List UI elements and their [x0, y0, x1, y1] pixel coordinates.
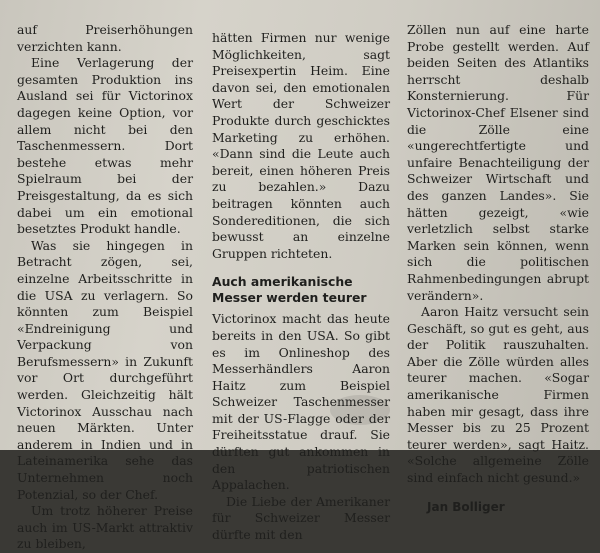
- paragraph: Aaron Haitz versucht sein Geschäft, so gut es geht, aus der Politik rauszuhalten. Aber die Zölle würden alles teurer machen. «Sogar amerikanische Firmen haben mir gesagt, dass ihre Messer bis zu 25 Prozent teurer werden», sagt Haitz. «Solche allgemeine Zölle sind einfach nicht gesund.»: [407, 304, 589, 486]
- paragraph: Was sie hingegen in Betracht zögen, sei, einzelne Arbeitsschritte in die USA zu verlagern. So könnten zum Beispiel «Endreinigung und Verpackung von Berufsmessern» in Zukunft vor Ort durchgeführt werden. Gleichzeitig hält Victorinox Ausschau nach neuen Märkten. Unter anderem in Indien und in Lateinamerika sehe das Unternehmen noch Potenzial, so der Chef.: [17, 237, 193, 502]
- article-column-2: [212, 30, 390, 544]
- paragraph: Die Liebe der Amerikaner für Schweizer Messer dürfte mit den: [212, 493, 390, 543]
- paragraph: Zöllen nun auf eine harte Probe gestellt werden. Auf beiden Seiten des Atlantiks herrscht deshalb Konsternierung. Für Victorinox-Chef Elsener sind die Zölle eine «ungerechtfertigte und unfaire Benachteiligung der Schweizer Wirtschaft und des ganzen Landes». Sie hätten gezeigt, «wie verletzlich selbst starke Marken sein können, wenn sich die politischen Rahmenbedingungen abrupt verändern».: [407, 22, 589, 303]
- paragraph: Um trotz höherer Preise auch im US-Markt attraktiv zu bleiben,: [17, 503, 193, 552]
- article-column-1: [17, 22, 193, 553]
- paragraph: auf Preiserhöhungen verzichten kann.: [17, 22, 193, 54]
- article-column-3: [407, 22, 589, 515]
- paragraph: Eine Verlagerung der gesamten Produktion ins Ausland sei für Victorinox dagegen keine Option, vor allem nicht bei den Taschenmessern. Dort bestehe etwas mehr Spielraum bei der Preisgestaltung, da es sich dabei um ein emotional besetztes Produkt handle.: [17, 55, 193, 237]
- paragraph: Victorinox macht das heute bereits in den USA. So gibt es im Onlineshop des Messerhändlers Aaron Haitz zum Beispiel Schweizer Taschenmesser mit der US-Flagge oder der Freiheitsstatue drauf. Sie dürften gut ankommen in den patriotischen Appalachen.: [212, 311, 390, 493]
- paragraph: hätten Firmen nur wenige Möglichkeiten, sagt Preisexpertin Heim. Eine davon sei, den emotionalen Wert der Schweizer Produkte durch geschicktes Marketing zu erhöhen. «Dann sind die Leute auch bereit, einen höheren Preis zu bezahlen.» Dazu beitragen könnten auch Sondereditionen, die sich bewusst an einzelne Gruppen richteten.: [212, 30, 390, 261]
- subheading: Auch amerikanische Messer werden teurer: [212, 274, 367, 305]
- author-byline: Jan Bolliger: [427, 499, 505, 514]
